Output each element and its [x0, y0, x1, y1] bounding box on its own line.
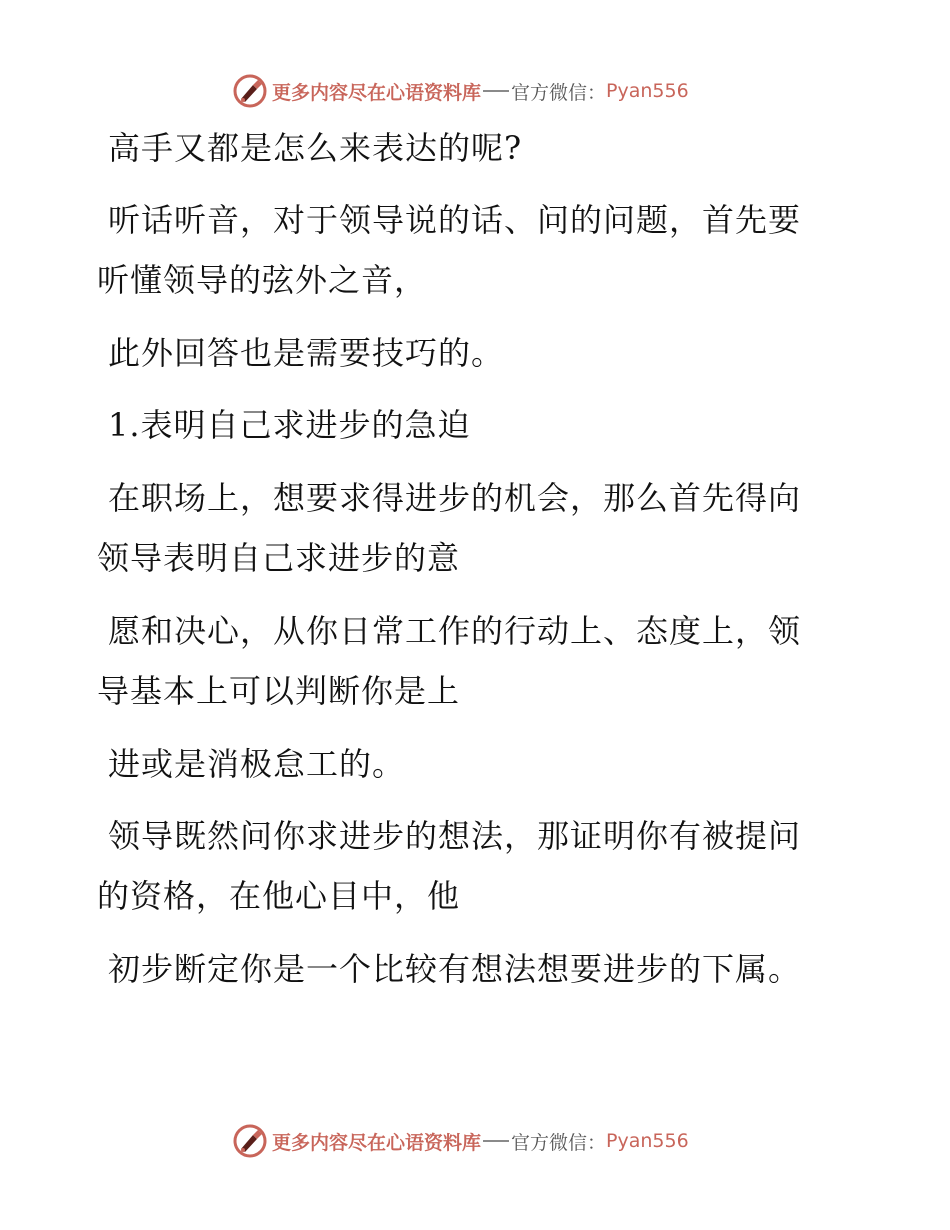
header-banner-wechat-label: 官方微信： — [511, 81, 607, 104]
footer-banner — [232, 1121, 689, 1161]
footer-banner-wechat-id: Pyan556 — [606, 1130, 689, 1152]
section-heading: 1.表明自己求进步的急迫 — [108, 406, 471, 444]
header-banner-text: 更多内容尽在心语资料库 — [272, 81, 482, 104]
paragraph-line: 导基本上可以判断你是上 — [97, 672, 461, 710]
footer-banner-dash — [483, 1140, 509, 1142]
paragraph-line: 此外回答也是需要技巧的。 — [108, 334, 505, 372]
header-banner-wechat-id: Pyan556 — [606, 80, 689, 102]
pen-seal-icon — [232, 73, 268, 109]
footer-banner-wechat-label: 官方微信： — [511, 1131, 607, 1154]
header-banner-dash — [483, 90, 509, 92]
paragraph-line: 进或是消极怠工的。 — [108, 745, 406, 783]
paragraph-line: 领导表明自己求进步的意 — [97, 539, 461, 577]
paragraph-line: 听话听音，对于领导说的话、问的问题，首先要 — [108, 201, 802, 239]
paragraph-line: 听懂领导的弦外之音， — [97, 261, 428, 299]
header-banner — [232, 71, 689, 111]
paragraph-line: 领导既然问你求进步的想法，那证明你有被提问 — [108, 817, 802, 855]
footer-banner-text: 更多内容尽在心语资料库 — [272, 1131, 482, 1154]
pen-seal-icon — [232, 1123, 268, 1159]
paragraph-line: 的资格，在他心目中，他 — [97, 877, 461, 915]
paragraph-line: 愿和决心，从你日常工作的行动上、态度上，领 — [108, 612, 802, 650]
paragraph-line: 高手又都是怎么来表达的呢? — [108, 129, 523, 167]
paragraph-line: 初步断定你是一个比较有想法想要进步的下属。 — [108, 950, 802, 988]
paragraph-line: 在职场上，想要求得进步的机会，那么首先得向 — [108, 479, 802, 517]
